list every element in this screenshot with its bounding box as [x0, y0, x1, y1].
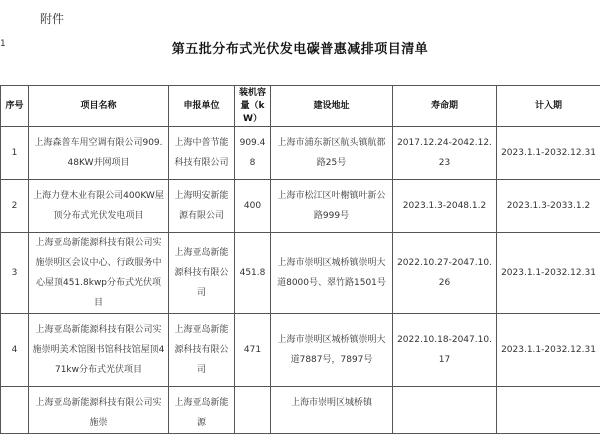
cell-applicant: 上海亚岛新能源科技有限公司 — [169, 314, 235, 387]
cell-crediting-period: 2023.1.1-2032.12.31 — [497, 127, 600, 180]
table-header-row — [1, 86, 600, 127]
cell-address: 上海市崇明区城桥镇崇明大道8000号、翠竹路1501号 — [271, 233, 393, 314]
table-row — [1, 314, 600, 387]
cell-lifetime: 2022.10.18-2047.10.17 — [393, 314, 497, 387]
cell-capacity: 451.8 — [235, 233, 271, 314]
cell-index: 4 — [1, 314, 29, 387]
col-header-crediting: 计入期 — [497, 86, 600, 127]
col-header-index: 序号 — [1, 86, 29, 127]
col-header-capacity: 装机容量（kW） — [235, 86, 271, 127]
cell-address: 上海市松江区叶榭镇叶新公路999号 — [271, 180, 393, 233]
attachment-label: 附件 — [40, 10, 64, 27]
page-edge-mark: 1 — [0, 39, 6, 49]
table-row — [1, 127, 600, 180]
col-header-address: 建设地址 — [271, 86, 393, 127]
cell-index: 1 — [1, 127, 29, 180]
cell-project-name: 上海亚岛新能源科技有限公司实施崇明区会议中心、行政服务中心屋顶451.8kwp分布式光伏项目 — [29, 233, 169, 314]
cell-capacity: 471 — [235, 314, 271, 387]
cell-capacity — [235, 387, 271, 434]
cell-applicant: 上海亚岛新能源 — [169, 387, 235, 434]
cell-project-name: 上海力登木业有限公司400KW屋顶分布式光伏发电项目 — [29, 180, 169, 233]
cell-lifetime: 2022.10.27-2047.10.26 — [393, 233, 497, 314]
cell-applicant: 上海亚岛新能源科技有限公司 — [169, 233, 235, 314]
cell-capacity: 909.48 — [235, 127, 271, 180]
cell-lifetime: 2017.12.24-2042.12.23 — [393, 127, 497, 180]
cell-lifetime — [393, 387, 497, 434]
cell-crediting-period: 2023.1.1-2032.12.31 — [497, 314, 600, 387]
cell-index: 2 — [1, 180, 29, 233]
cell-crediting-period: 2023.1.1-2032.12.31 — [497, 233, 600, 314]
cell-address: 上海市崇明区城桥镇 — [271, 387, 393, 434]
table-row — [1, 387, 600, 434]
cell-project-name: 上海亚岛新能源科技有限公司实施崇明美术馆图书馆科技馆屋顶471kw分布式光伏项目 — [29, 314, 169, 387]
cell-applicant: 上海中普节能科技有限公司 — [169, 127, 235, 180]
cell-lifetime: 2023.1.3-2048.1.2 — [393, 180, 497, 233]
cell-capacity: 400 — [235, 180, 271, 233]
cell-address: 上海市崇明区城桥镇崇明大道7887号，7897号 — [271, 314, 393, 387]
cell-applicant: 上海明安新能源有限公司 — [169, 180, 235, 233]
cell-crediting-period — [497, 387, 600, 434]
document-title: 第五批分布式光伏发电碳普惠减排项目清单 — [0, 38, 600, 57]
col-header-name: 项目名称 — [29, 86, 169, 127]
cell-crediting-period: 2023.1.3-2033.1.2 — [497, 180, 600, 233]
cell-index — [1, 387, 29, 434]
projects-table — [0, 85, 600, 434]
cell-address: 上海市浦东新区航头镇航都路25号 — [271, 127, 393, 180]
col-header-applicant: 申报单位 — [169, 86, 235, 127]
table-row — [1, 180, 600, 233]
cell-index: 3 — [1, 233, 29, 314]
cell-project-name: 上海森普车用空调有限公司909.48KW并网项目 — [29, 127, 169, 180]
cell-project-name: 上海亚岛新能源科技有限公司实施崇 — [29, 387, 169, 434]
table-row — [1, 233, 600, 314]
col-header-lifetime: 寿命期 — [393, 86, 497, 127]
